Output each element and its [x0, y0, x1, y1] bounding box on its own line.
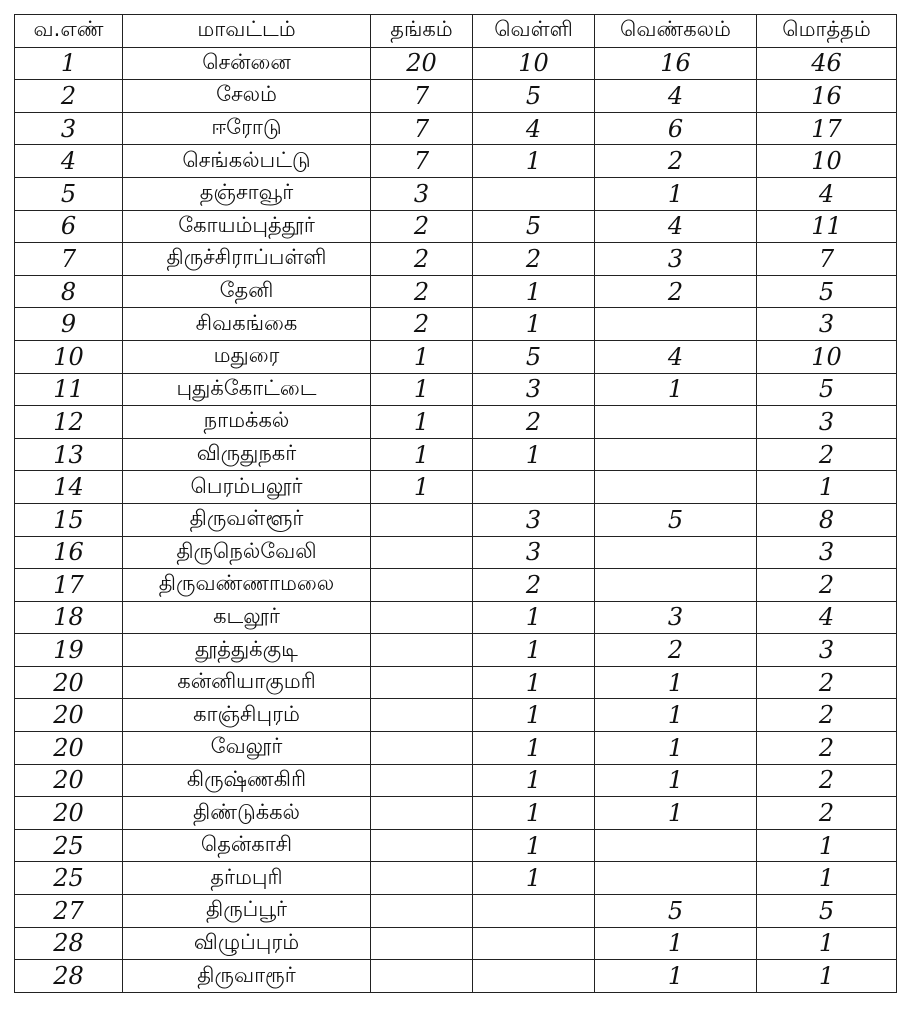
cell-gold: 7 [371, 112, 473, 145]
cell-district: விழுப்புரம் [123, 927, 371, 960]
cell-district: கடலூர் [123, 601, 371, 634]
cell-rank: 16 [15, 536, 123, 569]
cell-silver: 3 [473, 373, 595, 406]
table-row [15, 601, 897, 634]
cell-total: 7 [757, 243, 897, 276]
cell-silver: 1 [473, 308, 595, 341]
cell-gold: 1 [371, 373, 473, 406]
cell-rank: 4 [15, 145, 123, 178]
cell-gold [371, 666, 473, 699]
cell-gold [371, 601, 473, 634]
cell-district: செங்கல்பட்டு [123, 145, 371, 178]
cell-gold [371, 699, 473, 732]
cell-rank: 7 [15, 243, 123, 276]
cell-gold: 1 [371, 406, 473, 439]
cell-silver: 1 [473, 862, 595, 895]
cell-silver: 1 [473, 145, 595, 178]
table-row [15, 699, 897, 732]
table-row [15, 569, 897, 602]
table-row [15, 112, 897, 145]
table-row [15, 797, 897, 830]
cell-silver [473, 960, 595, 993]
cell-total: 1 [757, 927, 897, 960]
cell-bronze: 3 [595, 601, 757, 634]
cell-district: தஞ்சாவூர் [123, 177, 371, 210]
cell-district: வேலூர் [123, 732, 371, 765]
table-row [15, 927, 897, 960]
table-row [15, 634, 897, 667]
cell-district: திருவாரூர் [123, 960, 371, 993]
cell-bronze [595, 829, 757, 862]
cell-silver: 1 [473, 797, 595, 830]
table-row [15, 340, 897, 373]
cell-district: கோயம்புத்தூர் [123, 210, 371, 243]
cell-district: மதுரை [123, 340, 371, 373]
cell-district: திண்டுக்கல் [123, 797, 371, 830]
cell-total: 5 [757, 373, 897, 406]
cell-bronze [595, 406, 757, 439]
cell-bronze: 1 [595, 732, 757, 765]
cell-gold [371, 797, 473, 830]
cell-bronze [595, 862, 757, 895]
cell-rank: 25 [15, 862, 123, 895]
cell-district: பெரம்பலூர் [123, 471, 371, 504]
cell-rank: 25 [15, 829, 123, 862]
cell-gold: 2 [371, 243, 473, 276]
cell-total: 3 [757, 308, 897, 341]
table-row [15, 47, 897, 80]
cell-silver: 2 [473, 406, 595, 439]
cell-gold [371, 829, 473, 862]
cell-gold: 7 [371, 80, 473, 113]
cell-district: சேலம் [123, 80, 371, 113]
cell-bronze: 5 [595, 895, 757, 928]
cell-district: நாமக்கல் [123, 406, 371, 439]
cell-district: கிருஷ்ணகிரி [123, 764, 371, 797]
table-row [15, 536, 897, 569]
cell-total: 5 [757, 895, 897, 928]
cell-silver: 5 [473, 80, 595, 113]
table-row [15, 438, 897, 471]
cell-gold: 2 [371, 275, 473, 308]
cell-district: தர்மபுரி [123, 862, 371, 895]
table-row [15, 243, 897, 276]
table-row [15, 406, 897, 439]
cell-total: 46 [757, 47, 897, 80]
cell-silver: 1 [473, 601, 595, 634]
header-row [15, 15, 897, 48]
cell-total: 2 [757, 732, 897, 765]
table-row [15, 895, 897, 928]
cell-rank: 18 [15, 601, 123, 634]
cell-silver: 2 [473, 243, 595, 276]
cell-rank: 10 [15, 340, 123, 373]
cell-silver: 1 [473, 275, 595, 308]
header-total: மொத்தம் [757, 15, 897, 48]
cell-rank: 20 [15, 699, 123, 732]
cell-total: 5 [757, 275, 897, 308]
cell-silver: 1 [473, 438, 595, 471]
cell-rank: 8 [15, 275, 123, 308]
cell-rank: 20 [15, 732, 123, 765]
cell-total: 2 [757, 699, 897, 732]
cell-total: 1 [757, 829, 897, 862]
cell-silver: 5 [473, 210, 595, 243]
cell-rank: 13 [15, 438, 123, 471]
cell-bronze: 3 [595, 243, 757, 276]
table-row [15, 210, 897, 243]
cell-total: 2 [757, 438, 897, 471]
cell-total: 17 [757, 112, 897, 145]
cell-gold: 2 [371, 210, 473, 243]
table-body [15, 47, 897, 992]
cell-bronze [595, 471, 757, 504]
cell-gold [371, 732, 473, 765]
cell-district: திருவள்ளூர் [123, 503, 371, 536]
cell-gold [371, 960, 473, 993]
medal-table [14, 14, 897, 993]
cell-rank: 6 [15, 210, 123, 243]
cell-district: தென்காசி [123, 829, 371, 862]
cell-bronze: 1 [595, 960, 757, 993]
cell-district: திருநெல்வேலி [123, 536, 371, 569]
cell-silver: 3 [473, 503, 595, 536]
cell-rank: 20 [15, 764, 123, 797]
cell-district: கன்னியாகுமரி [123, 666, 371, 699]
cell-total: 8 [757, 503, 897, 536]
cell-district: திருச்சிராப்பள்ளி [123, 243, 371, 276]
cell-silver [473, 177, 595, 210]
table-row [15, 373, 897, 406]
cell-district: காஞ்சிபுரம் [123, 699, 371, 732]
table-row [15, 829, 897, 862]
cell-total: 4 [757, 177, 897, 210]
cell-silver: 4 [473, 112, 595, 145]
header-rank: வ.எண் [15, 15, 123, 48]
table-row [15, 177, 897, 210]
header-silver: வெள்ளி [473, 15, 595, 48]
cell-gold [371, 569, 473, 602]
cell-rank: 9 [15, 308, 123, 341]
cell-total: 3 [757, 536, 897, 569]
cell-bronze: 1 [595, 666, 757, 699]
cell-gold [371, 536, 473, 569]
cell-total: 2 [757, 666, 897, 699]
header-gold: தங்கம் [371, 15, 473, 48]
cell-rank: 5 [15, 177, 123, 210]
cell-gold: 20 [371, 47, 473, 80]
cell-bronze: 2 [595, 634, 757, 667]
cell-bronze [595, 569, 757, 602]
header-bronze: வெண்கலம் [595, 15, 757, 48]
cell-gold: 1 [371, 340, 473, 373]
cell-gold [371, 895, 473, 928]
cell-rank: 1 [15, 47, 123, 80]
cell-bronze [595, 308, 757, 341]
cell-rank: 28 [15, 927, 123, 960]
cell-rank: 12 [15, 406, 123, 439]
cell-rank: 14 [15, 471, 123, 504]
table-header [15, 15, 897, 48]
cell-bronze: 4 [595, 80, 757, 113]
cell-district: விருதுநகர் [123, 438, 371, 471]
cell-gold: 1 [371, 471, 473, 504]
cell-silver [473, 895, 595, 928]
cell-district: ஈரோடு [123, 112, 371, 145]
cell-gold: 3 [371, 177, 473, 210]
cell-bronze: 1 [595, 764, 757, 797]
cell-silver: 2 [473, 569, 595, 602]
cell-silver [473, 927, 595, 960]
cell-bronze: 5 [595, 503, 757, 536]
cell-gold [371, 503, 473, 536]
cell-district: சென்னை [123, 47, 371, 80]
cell-silver: 1 [473, 764, 595, 797]
cell-rank: 11 [15, 373, 123, 406]
cell-total: 11 [757, 210, 897, 243]
cell-gold [371, 634, 473, 667]
table-row [15, 732, 897, 765]
cell-silver [473, 471, 595, 504]
cell-bronze [595, 438, 757, 471]
cell-total: 2 [757, 764, 897, 797]
cell-bronze: 1 [595, 797, 757, 830]
cell-silver: 5 [473, 340, 595, 373]
cell-district: திருவண்ணாமலை [123, 569, 371, 602]
cell-rank: 28 [15, 960, 123, 993]
cell-bronze: 16 [595, 47, 757, 80]
cell-bronze: 1 [595, 927, 757, 960]
cell-total: 1 [757, 862, 897, 895]
cell-district: திருப்பூர் [123, 895, 371, 928]
cell-rank: 3 [15, 112, 123, 145]
table-row [15, 503, 897, 536]
cell-rank: 27 [15, 895, 123, 928]
cell-gold [371, 927, 473, 960]
cell-total: 3 [757, 406, 897, 439]
cell-bronze: 4 [595, 210, 757, 243]
table-row [15, 80, 897, 113]
cell-total: 3 [757, 634, 897, 667]
cell-gold: 7 [371, 145, 473, 178]
cell-gold [371, 862, 473, 895]
cell-silver: 3 [473, 536, 595, 569]
cell-district: தேனி [123, 275, 371, 308]
cell-gold: 1 [371, 438, 473, 471]
cell-total: 10 [757, 145, 897, 178]
table-row [15, 471, 897, 504]
table-row [15, 145, 897, 178]
cell-silver: 10 [473, 47, 595, 80]
cell-silver: 1 [473, 666, 595, 699]
table-row [15, 960, 897, 993]
cell-total: 4 [757, 601, 897, 634]
cell-total: 16 [757, 80, 897, 113]
cell-total: 10 [757, 340, 897, 373]
header-district: மாவட்டம் [123, 15, 371, 48]
cell-district: புதுக்கோட்டை [123, 373, 371, 406]
cell-gold: 2 [371, 308, 473, 341]
cell-total: 2 [757, 797, 897, 830]
cell-bronze: 1 [595, 177, 757, 210]
cell-rank: 20 [15, 797, 123, 830]
cell-bronze [595, 536, 757, 569]
cell-rank: 20 [15, 666, 123, 699]
cell-bronze: 4 [595, 340, 757, 373]
cell-bronze: 6 [595, 112, 757, 145]
cell-district: தூத்துக்குடி [123, 634, 371, 667]
cell-silver: 1 [473, 699, 595, 732]
cell-rank: 15 [15, 503, 123, 536]
table-row [15, 308, 897, 341]
table-row [15, 666, 897, 699]
cell-bronze: 2 [595, 275, 757, 308]
cell-rank: 2 [15, 80, 123, 113]
cell-silver: 1 [473, 829, 595, 862]
cell-gold [371, 764, 473, 797]
cell-total: 2 [757, 569, 897, 602]
cell-bronze: 2 [595, 145, 757, 178]
table-row [15, 275, 897, 308]
cell-rank: 17 [15, 569, 123, 602]
cell-silver: 1 [473, 634, 595, 667]
cell-bronze: 1 [595, 699, 757, 732]
cell-bronze: 1 [595, 373, 757, 406]
cell-silver: 1 [473, 732, 595, 765]
medal-table-container [14, 14, 896, 993]
table-row [15, 862, 897, 895]
cell-total: 1 [757, 960, 897, 993]
cell-total: 1 [757, 471, 897, 504]
cell-rank: 19 [15, 634, 123, 667]
cell-district: சிவகங்கை [123, 308, 371, 341]
table-row [15, 764, 897, 797]
